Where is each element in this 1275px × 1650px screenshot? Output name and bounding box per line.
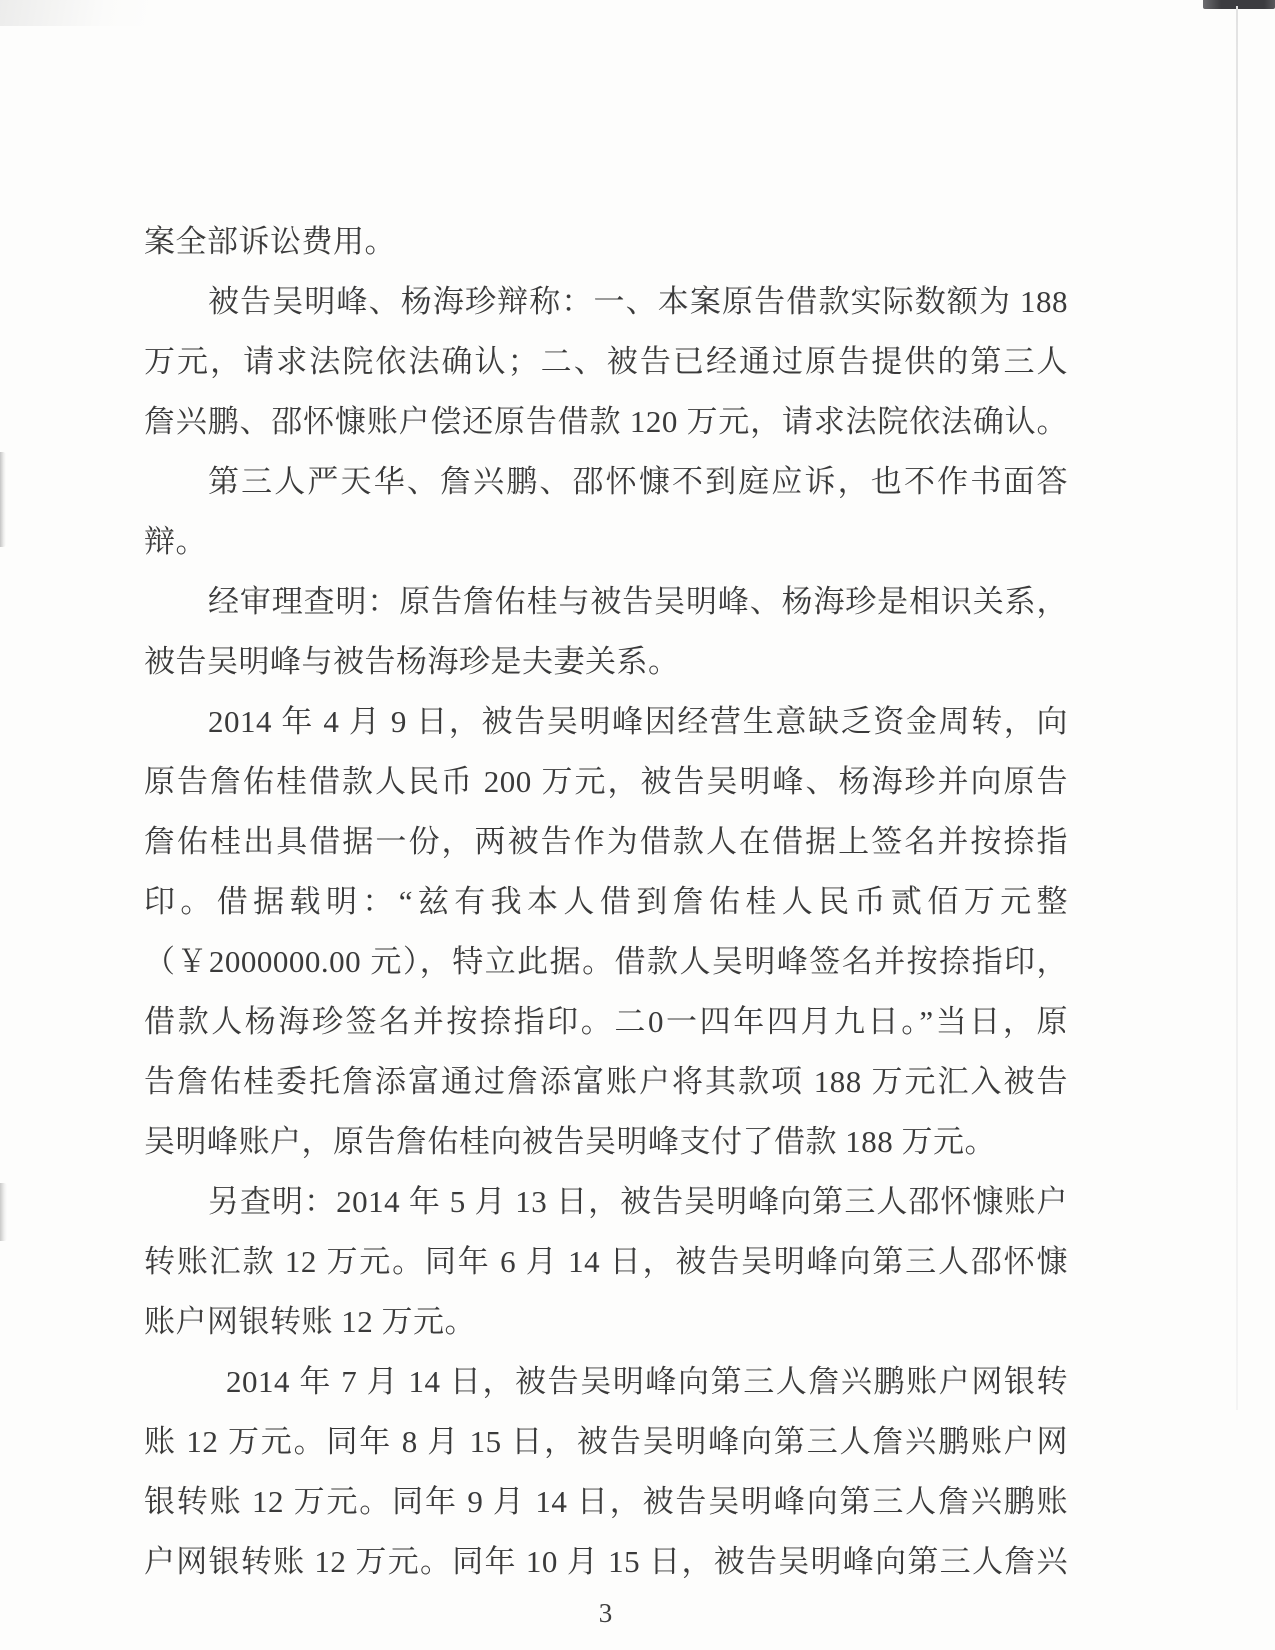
- text-line: 借款人杨海珍签名并按捺指印。二0一四年四月九日。”当日，原: [144, 1004, 1068, 1039]
- binding-mark-upper: [0, 452, 6, 547]
- binding-mark-lower: [0, 1183, 7, 1241]
- text-line: 账 12 万元。同年 8 月 15 日，被告吴明峰向第三人詹兴鹏账户网: [144, 1424, 1068, 1459]
- scan-edge-line: [1236, 6, 1238, 1410]
- text-line: 户网银转账 12 万元。同年 10 月 15 日，被告吴明峰向第三人詹兴: [144, 1544, 1068, 1579]
- text-line: 第三人严天华、詹兴鹏、邵怀慷不到庭应诉，也不作书面答: [208, 464, 1068, 499]
- text-line: 2014 年 4 月 9 日，被告吴明峰因经营生意缺乏资金周转，向: [208, 704, 1068, 739]
- text-line: 转账汇款 12 万元。同年 6 月 14 日，被告吴明峰向第三人邵怀慷: [144, 1244, 1068, 1279]
- text-line: 印。借据载明：“兹有我本人借到詹佑桂人民币贰佰万元整: [144, 884, 1068, 919]
- scan-dark-bar: [1203, 0, 1275, 9]
- text-line: 詹佑桂出具借据一份，两被告作为借款人在借据上签名并按捺指: [144, 824, 1068, 859]
- page-number: 3: [598, 1598, 614, 1628]
- text-line: 吴明峰账户，原告詹佑桂向被告吴明峰支付了借款 188 万元。: [144, 1124, 996, 1159]
- text-line: 案全部诉讼费用。: [144, 224, 396, 259]
- text-line: 2014 年 7 月 14 日，被告吴明峰向第三人詹兴鹏账户网银转: [226, 1364, 1068, 1399]
- text-line: 另查明：2014 年 5 月 13 日，被告吴明峰向第三人邵怀慷账户: [208, 1184, 1068, 1219]
- text-line: 经审理查明：原告詹佑桂与被告吴明峰、杨海珍是相识关系，: [208, 584, 1068, 619]
- text-line: 詹兴鹏、邵怀慷账户偿还原告借款 120 万元，请求法院依法确认。: [144, 404, 1068, 439]
- text-line: （￥2000000.00 元），特立此据。借款人吴明峰签名并按捺指印，: [144, 944, 1068, 979]
- scan-smudge-top-left: [0, 0, 190, 26]
- text-line: 告詹佑桂委托詹添富通过詹添富账户将其款项 188 万元汇入被告: [144, 1064, 1068, 1099]
- text-line: 万元，请求法院依法确认；二、被告已经通过原告提供的第三人: [144, 344, 1068, 379]
- text-line: 被告吴明峰、杨海珍辩称：一、本案原告借款实际数额为 188: [208, 284, 1068, 319]
- text-line: 辩。: [144, 524, 207, 559]
- text-line: 原告詹佑桂借款人民币 200 万元，被告吴明峰、杨海珍并向原告: [144, 764, 1068, 799]
- judgment-text-body: [144, 212, 1068, 1592]
- text-line: 被告吴明峰与被告杨海珍是夫妻关系。: [144, 644, 680, 679]
- text-line: 银转账 12 万元。同年 9 月 14 日，被告吴明峰向第三人詹兴鹏账: [144, 1484, 1068, 1519]
- text-line: 账户网银转账 12 万元。: [144, 1304, 476, 1339]
